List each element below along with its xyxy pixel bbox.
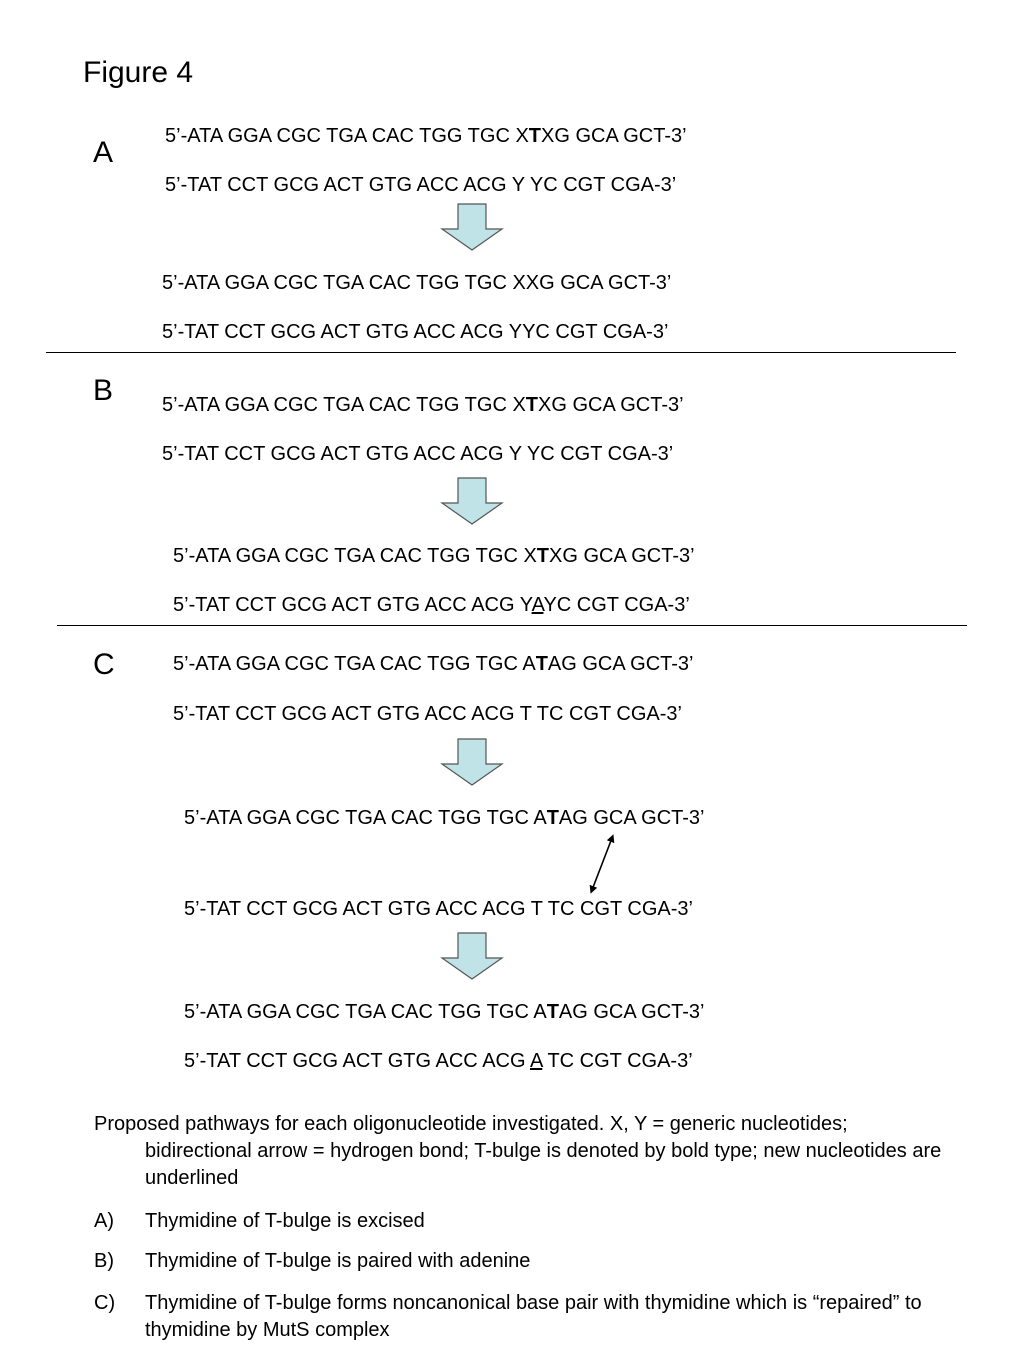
caption-item-text: Thymidine of T-bulge forms noncanonical base pair with thymidine which is “repaired” to thymidine by MutS complex: [145, 1292, 922, 1341]
figure-caption: [94, 1111, 954, 1192]
section-divider: [57, 625, 967, 626]
down-arrow-icon: [440, 932, 504, 980]
panel-c-after-top-strand: 5’-ATA GGA CGC TGA CAC TGG TGC ATAG GCA GCT-3’: [184, 1001, 705, 1023]
section-divider: [46, 352, 956, 353]
figure-title: Figure 4: [83, 56, 194, 89]
caption-item-text: Thymidine of T-bulge is excised: [145, 1210, 425, 1232]
panel-c-before-top-strand: 5’-ATA GGA CGC TGA CAC TGG TGC ATAG GCA GCT-3’: [173, 653, 694, 675]
panel-label-b: B: [93, 374, 114, 407]
panel-a-after-bottom-strand: 5’-TAT CCT GCG ACT GTG ACC ACG YYC CGT CGA-3’: [162, 321, 669, 343]
panel-b-before-top-strand: 5’-ATA GGA CGC TGA CAC TGG TGC XTXG GCA GCT-3’: [162, 394, 684, 416]
hydrogen-bond-arrow-icon: [584, 832, 620, 896]
panel-b-before-bottom-strand: 5’-TAT CCT GCG ACT GTG ACC ACG Y YC CGT CGA-3’: [162, 443, 674, 465]
panel-c-mid-top-strand: 5’-ATA GGA CGC TGA CAC TGG TGC ATAG GCA GCT-3’: [184, 807, 705, 829]
panel-c-mid-bottom-strand: 5’-TAT CCT GCG ACT GTG ACC ACG T TC CGT CGA-3’: [184, 898, 693, 920]
panel-c-after-bottom-strand: 5’-TAT CCT GCG ACT GTG ACC ACG A TC CGT CGA-3’: [184, 1050, 693, 1072]
caption-item-a: [94, 1208, 954, 1235]
caption-item-c: [94, 1290, 954, 1344]
caption-item-text: Thymidine of T-bulge is paired with adenine: [145, 1250, 531, 1272]
caption-item-letter: B): [94, 1250, 114, 1272]
panel-b-after-bottom-strand: 5’-TAT CCT GCG ACT GTG ACC ACG YAYC CGT CGA-3’: [173, 594, 690, 616]
down-arrow-icon: [440, 738, 504, 786]
down-arrow-icon: [440, 203, 504, 251]
panel-c-before-bottom-strand: 5’-TAT CCT GCG ACT GTG ACC ACG T TC CGT CGA-3’: [173, 703, 682, 725]
panel-a-before-bottom-strand: 5’-TAT CCT GCG ACT GTG ACC ACG Y YC CGT CGA-3’: [165, 174, 677, 196]
panel-label-a: A: [93, 136, 114, 169]
panel-b-after-top-strand: 5’-ATA GGA CGC TGA CAC TGG TGC XTXG GCA GCT-3’: [173, 545, 695, 567]
down-arrow-icon: [440, 477, 504, 525]
panel-a-after-top-strand: 5’-ATA GGA CGC TGA CAC TGG TGC XXG GCA GCT-3’: [162, 272, 672, 294]
caption-item-b: [94, 1248, 954, 1275]
caption-item-letter: A): [94, 1210, 114, 1232]
caption-item-letter: C): [94, 1292, 116, 1314]
panel-a-before-top-strand: 5’-ATA GGA CGC TGA CAC TGG TGC XTXG GCA GCT-3’: [165, 125, 687, 147]
caption-text: Proposed pathways for each oligonucleotide investigated. X, Y = generic nucleotides; bidirectional arrow = hydrogen bond; T-bulge is denoted by bold type; new nucleotides are underlined: [94, 1113, 942, 1189]
panel-label-c: C: [93, 648, 115, 681]
